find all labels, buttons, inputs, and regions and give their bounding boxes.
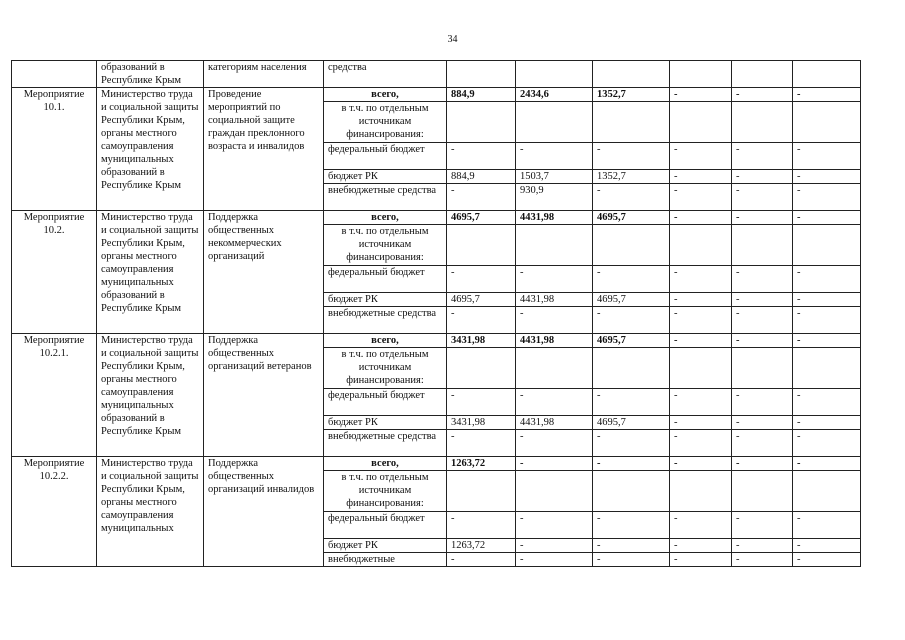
source-label-including: в т.ч. по отдельным источникам финансирования:	[324, 225, 447, 266]
budget-table	[11, 60, 861, 567]
header-value-cell	[670, 61, 732, 88]
table-header-row	[12, 61, 861, 88]
value-cell: -	[732, 266, 793, 293]
value-cell: -	[447, 389, 516, 416]
source-label-rk: бюджет РК	[324, 293, 447, 307]
value-cell: -	[516, 539, 593, 553]
empty-value-cell	[516, 102, 593, 143]
value-cell: 4695,7	[593, 211, 670, 225]
empty-value-cell	[447, 225, 516, 266]
value-cell: -	[732, 184, 793, 211]
empty-value-cell	[516, 471, 593, 512]
value-cell: 4431,98	[516, 211, 593, 225]
value-cell: 3431,98	[447, 334, 516, 348]
value-cell: 3431,98	[447, 416, 516, 430]
empty-value-cell	[670, 102, 732, 143]
value-cell: -	[793, 184, 861, 211]
source-label-total: всего,	[324, 211, 447, 225]
value-cell: -	[593, 553, 670, 567]
value-cell: 2434,6	[516, 88, 593, 102]
source-label-including: в т.ч. по отдельным источникам финансирования:	[324, 471, 447, 512]
value-cell: -	[593, 512, 670, 539]
value-cell: -	[793, 430, 861, 457]
description-cell: Поддержка общественных организаций ветеранов	[204, 334, 324, 457]
empty-value-cell	[670, 348, 732, 389]
value-cell: -	[732, 457, 793, 471]
source-label-total: всего,	[324, 457, 447, 471]
value-cell: -	[516, 389, 593, 416]
source-label-extra: внебюджетные средства	[324, 430, 447, 457]
empty-value-cell	[670, 471, 732, 512]
empty-value-cell	[593, 225, 670, 266]
value-cell: -	[732, 170, 793, 184]
header-value-cell	[793, 61, 861, 88]
value-cell: -	[793, 170, 861, 184]
event-name-cell: Мероприятие 10.1.	[12, 88, 97, 211]
value-cell: 930,9	[516, 184, 593, 211]
value-cell: -	[732, 430, 793, 457]
value-cell: -	[732, 389, 793, 416]
empty-value-cell	[516, 348, 593, 389]
value-cell: 1263,72	[447, 539, 516, 553]
source-label-total: всего,	[324, 334, 447, 348]
source-label-rk: бюджет РК	[324, 170, 447, 184]
value-cell: -	[670, 170, 732, 184]
value-cell: -	[593, 307, 670, 334]
empty-value-cell	[593, 102, 670, 143]
source-label-extra: внебюджетные средства	[324, 307, 447, 334]
value-cell: -	[516, 307, 593, 334]
value-cell: -	[793, 88, 861, 102]
value-cell: -	[793, 457, 861, 471]
empty-value-cell	[732, 102, 793, 143]
value-cell: -	[732, 307, 793, 334]
value-cell: -	[447, 143, 516, 170]
value-cell: -	[670, 293, 732, 307]
value-cell: -	[670, 512, 732, 539]
value-cell: -	[447, 430, 516, 457]
value-cell: -	[447, 266, 516, 293]
value-cell: -	[516, 143, 593, 170]
value-cell: 1503,7	[516, 170, 593, 184]
value-cell: -	[793, 389, 861, 416]
value-cell: -	[593, 389, 670, 416]
value-cell: 4431,98	[516, 293, 593, 307]
value-cell: -	[447, 553, 516, 567]
value-cell: -	[670, 416, 732, 430]
value-cell: -	[670, 334, 732, 348]
empty-value-cell	[793, 102, 861, 143]
header-value-cell	[593, 61, 670, 88]
value-cell: -	[793, 293, 861, 307]
value-cell: -	[732, 334, 793, 348]
value-cell: -	[732, 512, 793, 539]
value-cell: -	[670, 184, 732, 211]
value-cell: -	[670, 430, 732, 457]
header-event-cell	[12, 61, 97, 88]
description-cell: Проведение мероприятий по социальной защите граждан преклонного возраста и инвалидов	[204, 88, 324, 211]
value-cell: -	[793, 211, 861, 225]
value-cell: -	[732, 88, 793, 102]
value-cell: 4431,98	[516, 334, 593, 348]
header-category-cell: категориям населения	[204, 61, 324, 88]
value-cell: -	[670, 553, 732, 567]
value-cell: -	[447, 512, 516, 539]
value-cell: -	[732, 416, 793, 430]
value-cell: -	[793, 334, 861, 348]
empty-value-cell	[516, 225, 593, 266]
value-cell: 884,9	[447, 170, 516, 184]
header-value-cell	[516, 61, 593, 88]
empty-value-cell	[670, 225, 732, 266]
executor-cell: Министерство труда и социальной защиты Республики Крым, органы местного самоуправления муниципальных	[97, 457, 204, 567]
value-cell: -	[670, 211, 732, 225]
value-cell: -	[793, 512, 861, 539]
executor-cell: Министерство труда и социальной защиты Республики Крым, органы местного самоуправления муниципальных образований в Республике Крым	[97, 334, 204, 457]
value-cell: -	[793, 307, 861, 334]
empty-value-cell	[732, 348, 793, 389]
empty-value-cell	[593, 471, 670, 512]
source-label-total: всего,	[324, 88, 447, 102]
source-label-federal: федеральный бюджет	[324, 266, 447, 293]
source-label-rk: бюджет РК	[324, 416, 447, 430]
value-cell: -	[793, 416, 861, 430]
value-cell: 4695,7	[447, 211, 516, 225]
value-cell: -	[670, 457, 732, 471]
source-label-federal: федеральный бюджет	[324, 512, 447, 539]
value-cell: 4695,7	[447, 293, 516, 307]
value-cell: -	[593, 457, 670, 471]
description-cell: Поддержка общественных организаций инвалидов	[204, 457, 324, 567]
value-cell: -	[516, 553, 593, 567]
description-cell: Поддержка общественных некоммерческих организаций	[204, 211, 324, 334]
value-cell: -	[516, 266, 593, 293]
empty-value-cell	[593, 348, 670, 389]
table-row-total	[12, 211, 861, 225]
table-row-total	[12, 457, 861, 471]
value-cell: -	[732, 211, 793, 225]
source-label-extra: внебюджетные	[324, 553, 447, 567]
empty-value-cell	[732, 225, 793, 266]
value-cell: 884,9	[447, 88, 516, 102]
value-cell: -	[670, 307, 732, 334]
value-cell: -	[593, 266, 670, 293]
value-cell: -	[593, 184, 670, 211]
value-cell: 4695,7	[593, 293, 670, 307]
empty-value-cell	[793, 225, 861, 266]
event-name-cell: Мероприятие 10.2.2.	[12, 457, 97, 567]
event-name-cell: Мероприятие 10.2.	[12, 211, 97, 334]
source-label-rk: бюджет РК	[324, 539, 447, 553]
value-cell: -	[593, 539, 670, 553]
value-cell: -	[793, 266, 861, 293]
source-label-federal: федеральный бюджет	[324, 143, 447, 170]
event-name-cell: Мероприятие 10.2.1.	[12, 334, 97, 457]
value-cell: -	[593, 143, 670, 170]
header-value-cell	[732, 61, 793, 88]
value-cell: -	[670, 389, 732, 416]
value-cell: -	[516, 430, 593, 457]
value-cell: 4695,7	[593, 416, 670, 430]
value-cell: -	[793, 553, 861, 567]
value-cell: -	[732, 539, 793, 553]
table-row-total	[12, 334, 861, 348]
value-cell: -	[732, 553, 793, 567]
source-label-including: в т.ч. по отдельным источникам финансирования:	[324, 348, 447, 389]
executor-cell: Министерство труда и социальной защиты Республики Крым, органы местного самоуправления муниципальных образований в Республике Крым	[97, 211, 204, 334]
value-cell: -	[670, 88, 732, 102]
source-label-extra: внебюджетные средства	[324, 184, 447, 211]
value-cell: 4695,7	[593, 334, 670, 348]
value-cell: 1352,7	[593, 170, 670, 184]
value-cell: -	[516, 512, 593, 539]
value-cell: -	[793, 539, 861, 553]
empty-value-cell	[793, 348, 861, 389]
header-value-cell	[447, 61, 516, 88]
source-label-including: в т.ч. по отдельным источникам финансирования:	[324, 102, 447, 143]
value-cell: -	[670, 143, 732, 170]
value-cell: -	[447, 307, 516, 334]
executor-cell: Министерство труда и социальной защиты Республики Крым, органы местного самоуправления муниципальных образований в Республике Крым	[97, 88, 204, 211]
value-cell: 4431,98	[516, 416, 593, 430]
table-row-total	[12, 88, 861, 102]
value-cell: -	[793, 143, 861, 170]
header-source-cell: средства	[324, 61, 447, 88]
empty-value-cell	[447, 102, 516, 143]
value-cell: -	[670, 539, 732, 553]
header-executor-cell: образований в Республике Крым	[97, 61, 204, 88]
value-cell: -	[447, 184, 516, 211]
page-number: 34	[447, 34, 458, 45]
value-cell: 1352,7	[593, 88, 670, 102]
source-label-federal: федеральный бюджет	[324, 389, 447, 416]
empty-value-cell	[732, 471, 793, 512]
value-cell: -	[732, 143, 793, 170]
value-cell: 1263,72	[447, 457, 516, 471]
empty-value-cell	[793, 471, 861, 512]
value-cell: -	[593, 430, 670, 457]
value-cell: -	[516, 457, 593, 471]
value-cell: -	[732, 293, 793, 307]
empty-value-cell	[447, 348, 516, 389]
value-cell: -	[670, 266, 732, 293]
empty-value-cell	[447, 471, 516, 512]
